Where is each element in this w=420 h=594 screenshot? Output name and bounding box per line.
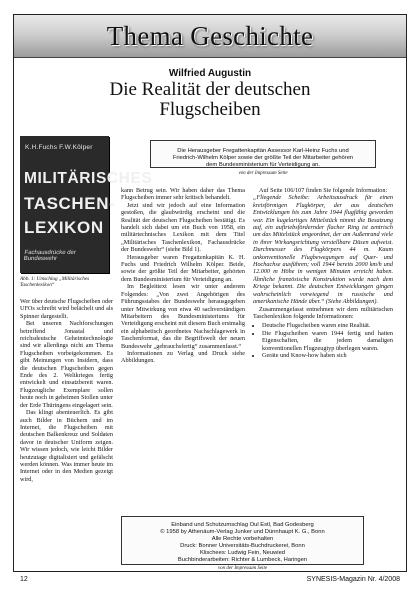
impressum-box-top xyxy=(150,140,376,168)
col3-paragraph-3: Zusammengefasst entnehmen wir dem militärischen Taschenlexikon folgende Informationen: xyxy=(253,305,393,320)
top-box-line-1: Die Herausgeber Fregattenkapitän Assessor Karl-Heinz Fuchs und xyxy=(177,148,349,154)
summary-list xyxy=(253,322,393,359)
col3-quote: „Fliegende Scheibe: Arbeitsausdruck für einen kreisförmigen Flugkörper, der aus deutschen Entwicklungen bis zum Jahre 1944 flugfähig geworden war. Ein kugelartiges Mittelstück nimmt die Besatzung auf, ein auftriebsfördernder flacher Ring ist zentrisch um das Mittelstück angeordnet, der am Außenrand viele in ihrer Wirkungsrichtung verstellbare Düsen aufweist. Durchmesser des Flugkörpers 44 m. Kaum unkonventionelle Flugbewegungen auf Quer- und Hochachse ausführen; voll 1944 bereits 2000 km/h und 12.000 m Höhe in wenigen Minuten erreicht haben. Ähnliche französische Konstruktion wurde nach dem Kriege bekannt. Die deutschen Entwicklungen gingen wahrscheinlich vorwiegend in russische und amerikanische Hände über.“ (Siehe Abbildungen). xyxy=(253,194,393,306)
bottom-box-line-2: © 1958 by Athenäum-Verlag Junker und Dünnhaupt K. G., Bonn xyxy=(160,528,325,535)
text-column-3 xyxy=(253,187,393,359)
col1-paragraph-1: Wer über deutsche Flugscheiben oder UFOs schreibt wird belächelt und als Spinner dargestellt. xyxy=(20,298,113,320)
cover-authors: K.H.Fuchs F.W.Kölper xyxy=(25,144,93,151)
summary-list-item: • Deutsche Flugscheiben waren eine Realität. xyxy=(262,322,393,329)
bottom-box-line-4: Druck: Bonner Universitäts-Buchdruckerei, Bonn xyxy=(180,542,305,549)
cover-subtitle: Fachausdrücke der Bundeswehr xyxy=(23,250,77,262)
book-cover-image xyxy=(20,136,153,273)
col2-paragraph-3: Herausgeber waren Fregattenkapitän K. H. Fuchs und Friedrich Wilhelm Kölper. Beide, sowie der größte Teil der Mitarbeiter, gehörten dem Bundesministerium für Verteidigung an. xyxy=(121,253,245,283)
figure-caption: Abb. 1: Umschlag „Militärisches Taschenlexikon“ xyxy=(20,276,90,289)
col2-paragraph-1: kann Betrug sein. Wir haben daher das Thema Flugscheiben immer sehr kritisch behandelt. xyxy=(121,187,245,202)
col2-paragraph-4: Im Begleittext lesen wir unter anderem Folgendes: „Von zwei Angehörigen des Führungsstabes der Bundeswehr herausgegeben unter Mitwirkung von etwa 40 sachverständigen Mitarbeitern des Bundesministeriums für Verteidigung erscheint mit diesem Buch erstmalig ein alphabetisch geordnetes Nachschlagewerk in Taschenformat, das die Begriffswelt der neuen Bundeswehr „gebrauchsfertig“ zusammenfasst.“ xyxy=(121,283,245,350)
bottom-box-line-5: Klischees: Ludwig Fein, Neuwied xyxy=(199,549,286,556)
text-column-2 xyxy=(121,187,245,365)
section-banner xyxy=(14,15,406,58)
top-box-line-2: Friedrich-Wilhelm Kölper sowie der größte Teil der Mitarbeiter gehören xyxy=(172,154,354,161)
top-box-line-3: dem Bundesministerium für Verteidigung an. xyxy=(205,161,321,168)
cover-word-1: MILITÄRISCHES xyxy=(24,170,153,187)
col3-paragraph-1: Auf Seite 106/107 finden Sie folgende Information: xyxy=(259,187,388,194)
magazine-issue: SYNESIS-Magazin Nr. 4/2008 xyxy=(306,576,400,583)
col2-paragraph-2: Jetzt sind wir jedoch auf eine Information gestoßen, die glaubwürdig erscheint und die Realität der deutschen Flugscheiben bestätigt. Es handelt sich dabei um ein Buch von 1958, ein militärtechnisches Lexikon mit dem Titel „Militärisches Taschenlexikon, Fachausdrücke der Bundeswehr“ (siehe Bild 1). xyxy=(121,201,245,254)
page-number: 12 xyxy=(20,576,28,583)
text-column-1 xyxy=(20,298,113,483)
bottom-box-line-3: Alle Rechte vorbehalten xyxy=(211,535,274,542)
bottom-box-line-6: Buchbinderarbeiten: Richter & Lumbeck, Haringen xyxy=(177,556,308,563)
article-title-line-1: Die Realität der deutschen xyxy=(109,79,311,100)
page-footer xyxy=(0,576,420,588)
cover-word-2: TASCHEN- xyxy=(24,194,116,213)
impressum-box-bottom xyxy=(121,516,364,565)
col1-paragraph-3: Das klingt abenteuerlich. Es gibt auch Bilder in Büchern und im Internet, die Flugscheiben mit deutschen Balkenkreuz und Soldaten davor in deutscher Uniform zeigen. Wir wissen jedoch, wie leicht Bilder heutzutage digitalisiert und gefälscht werden können. Was immer heute im Internet oder in den Medien gezeigt wird, xyxy=(20,409,113,483)
summary-list-item: • Geräte und Know-how haben sich xyxy=(262,352,393,359)
col2-paragraph-5: Informationen zu Verlag und Druck siehe Abbildungen. xyxy=(121,349,245,365)
cover-word-3: LEXIKON xyxy=(24,218,104,237)
article-title-line-2: Flugscheiben xyxy=(159,99,261,120)
bottom-box-caption: von der Impressum Seite xyxy=(217,566,268,571)
article-title xyxy=(0,80,420,120)
bottom-box-line-1: Einband und Schutzumschlag Oul Estl, Bad Godesberg xyxy=(171,522,314,528)
summary-list-item: • Die Flugscheiben waren 1944 fertig und hatten Eigenschaften, die jedem damaligen konventionellen Flugzeugtyp überlegen waren. xyxy=(262,330,393,352)
section-title: Thema Geschichte xyxy=(106,21,314,51)
top-box-caption: von der Impressum Seite xyxy=(238,171,288,176)
col1-paragraph-2: Bei unseren Nachforschungen betreffend Jonastal und reichsdeutsche Geheimtechnologie sind wir allerdings nicht am Thema Flugscheiben vorbeigekommen. Es gibt Meinungen von Insidern, dass die deutschen Flugscheiben gegen Ende des 2. Weltkrieges fertig entwickelt und einsatzbereit waren. Flugzeugliche Exemplare sollen heute noch in geheimen Stollen unter der Erde Thüringens eingelagert sein. xyxy=(20,320,113,409)
article-author: Wilfried Augustin xyxy=(168,68,252,79)
